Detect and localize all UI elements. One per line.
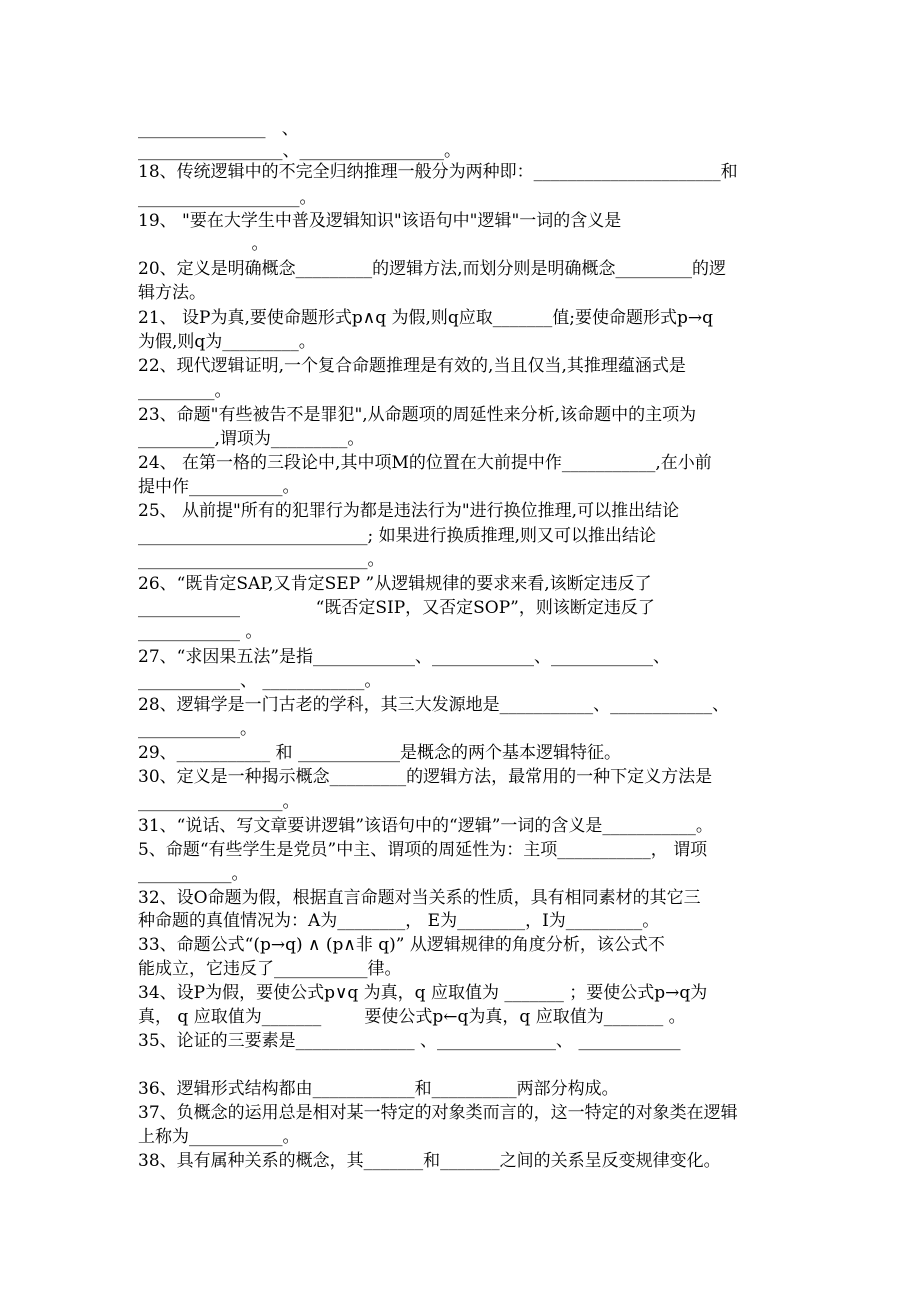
text-line: 能成立，它违反了___________律。 — [138, 959, 402, 979]
text-line: 18、传统逻辑中的不完全归纳推理一般分为两种即：______________________和 — [138, 162, 738, 182]
text-line: 26、“既肯定SAP,又肯定SEP ”从逻辑规律的要求来看,该断定违反了 — [138, 574, 652, 594]
text-line: 为假,则q为_________。 — [138, 332, 316, 352]
text-line: _________,谓项为_________。 — [138, 429, 365, 449]
text-line: _________________。 — [138, 792, 300, 812]
text-line: 30、定义是一种揭示概念_________的逻辑方法，最常用的一种下定义方法是 — [138, 767, 713, 787]
text-line: 真， q 应取值为_______ 要使公式p←q为真，q 应取值为_______ 。 — [138, 1007, 686, 1027]
text-line: 24、 在第一格的三段论中,其中项M的位置在大前提中作___________,在小前 — [138, 453, 712, 473]
text-line: 28、逻辑学是一门古老的学科，其三大发源地是___________、____________、 — [138, 695, 730, 715]
text-line: 29、___________ 和 ____________是概念的两个基本逻辑特征。 — [138, 743, 621, 763]
text-line: ____________、 ____________。 — [138, 671, 382, 691]
text-line: 种命题的真值情况为：A为________， E为________，I为_________。 — [138, 911, 660, 931]
text-line: 19、 "要在大学生中普及逻辑知识"该语句中"逻辑"一词的含义是 — [138, 211, 622, 231]
text-line: 25、 从前提"所有的犯罪行为都是违法行为"进行换位推理,可以推出结论 — [138, 501, 680, 521]
text-line: 35、论证的三要素是______________ 、______________、 ____________ — [138, 1031, 681, 1051]
text-line: 22、现代逻辑证明,一个复合命题推理是有效的,当且仅当,其推理蕴涵式是 — [138, 356, 686, 376]
text-line: 21、 设P为真,要使命题形式p∧q 为假,则q应取_______值;要使命题形式p→q — [138, 308, 714, 328]
text-line: _______________ 、 — [138, 119, 299, 139]
text-line: ___________。 — [138, 864, 249, 884]
text-line: 23、命题"有些被告不是罪犯",从命题项的周延性来分析,该命题中的主项为 — [138, 405, 697, 425]
text-line: 37、负概念的运用总是相对某一特定的对象类而言的，这一特定的对象类在逻辑 — [138, 1103, 738, 1123]
text-line: ___________________________; 如果进行换质推理,则又可以推出结论 — [138, 526, 657, 546]
text-line: 38、具有属种关系的概念，其_______和_______之间的关系呈反变规律变化。 — [138, 1151, 721, 1171]
text-line: 33、命题公式“(p→q) ∧ (p∧非 q)” 从逻辑规律的角度分析，该公式不 — [138, 935, 665, 955]
text-line: 提中作___________。 — [138, 477, 300, 497]
text-line: 32、设O命题为假，根据直言命题对当关系的性质，具有相同素材的其它三 — [138, 888, 701, 908]
text-line: _________。 — [138, 381, 232, 401]
text-line: ___________________________。 — [138, 550, 385, 570]
text-line: 34、设P为假，要使公式p∨q 为真，q 应取值为 _______ ；要使公式p→q为 — [138, 983, 708, 1003]
text-line: ____________ “既否定SIP，又否定SOP”，则该断定违反了 — [138, 598, 655, 618]
text-line: ____________ 。 — [138, 622, 263, 642]
text-line: 36、逻辑形式结构都由____________和__________两部分构成。 — [138, 1079, 619, 1099]
text-line: 27、“求因果五法”是指____________、____________、____________、 — [138, 647, 671, 667]
text-line: ___________________。 — [138, 188, 317, 208]
text-line: 辑方法。 — [138, 283, 206, 303]
text-line: 上称为___________。 — [138, 1127, 300, 1147]
text-line: 5、命题“有些学生是党员”中主、谓项的周延性为：主项___________， 谓项 — [138, 840, 708, 860]
text-line: 31、“说话、写文章要讲逻辑”该语句中的“逻辑”一词的含义是___________。 — [138, 816, 713, 836]
text-line: 。 — [138, 234, 269, 254]
text-line: 20、定义是明确概念_________的逻辑方法,而划分则是明确概念_________的逻 — [138, 259, 727, 279]
text-line: _________________、_________________。 — [138, 141, 461, 161]
text-line: ____________。 — [138, 719, 257, 739]
